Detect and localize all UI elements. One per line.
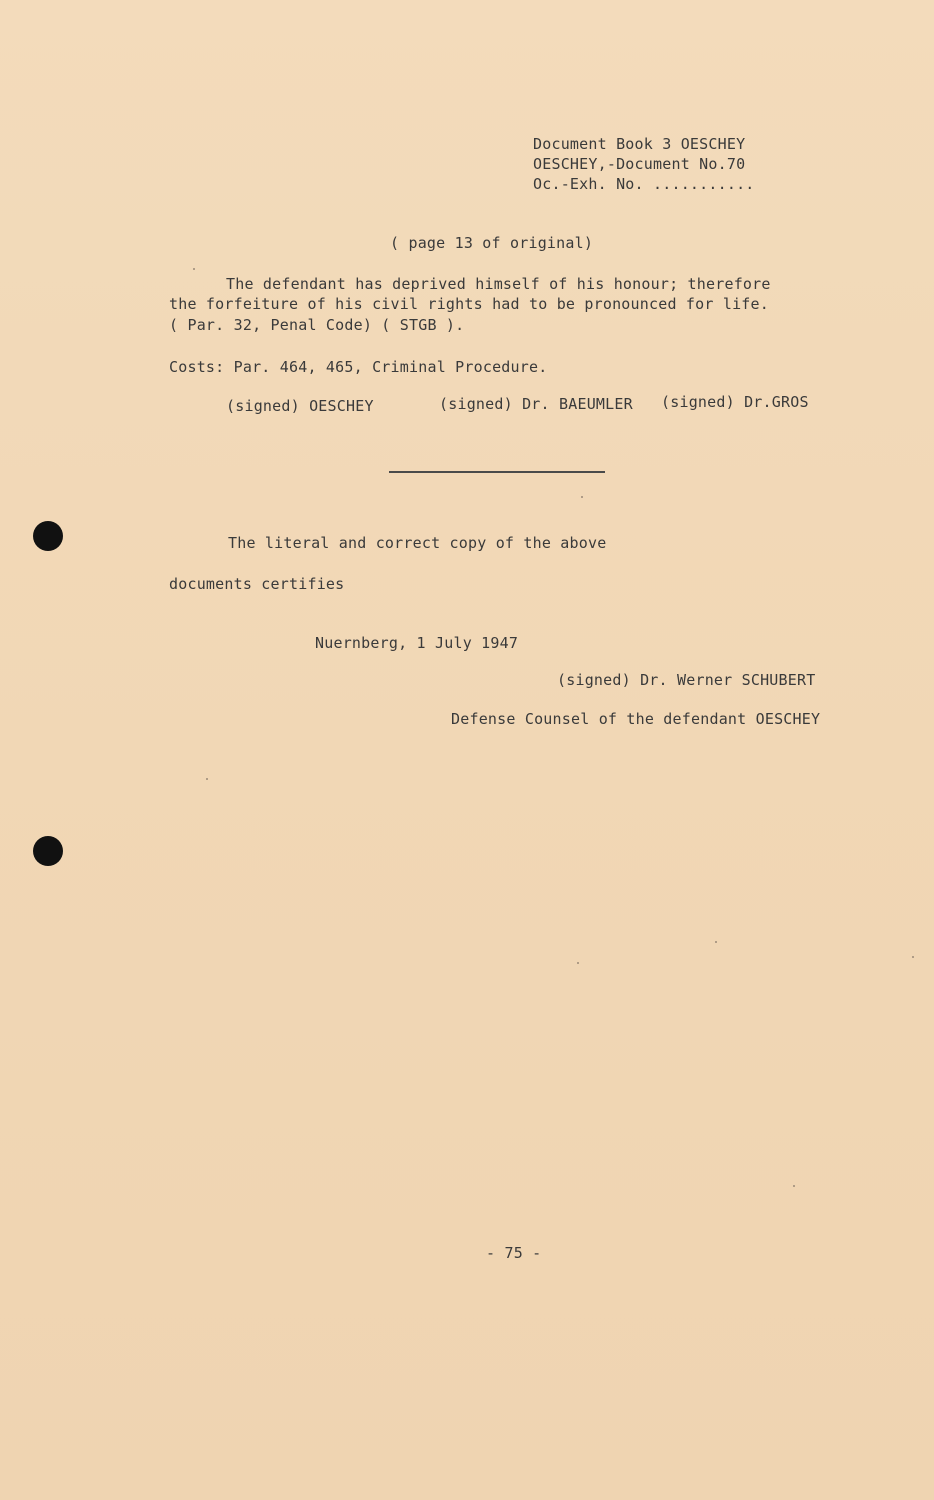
signed-schubert: (signed) Dr. Werner SCHUBERT [557, 671, 816, 689]
body-line-1: The defendant has deprived himself of his honour; therefore [226, 275, 771, 293]
divider-rule [389, 471, 605, 473]
page-reference: ( page 13 of original) [390, 234, 594, 252]
certification-line-1: The literal and correct copy of the above [228, 534, 607, 552]
paper-speck [577, 962, 579, 964]
body-line-2: the forfeiture of his civil rights had to be pronounced for life. [169, 295, 769, 313]
signature-baeumler: (signed) Dr. BAEUMLER [439, 395, 633, 413]
paper-speck [581, 496, 583, 498]
punch-hole-top [33, 521, 63, 551]
header-document-book: Document Book 3 OESCHEY [533, 135, 746, 153]
body-line-3: ( Par. 32, Penal Code) ( STGB ). [169, 316, 465, 334]
costs-line: Costs: Par. 464, 465, Criminal Procedure. [169, 358, 548, 376]
page-number: - 75 - [486, 1244, 542, 1262]
paper-speck [912, 956, 914, 958]
place-and-date: Nuernberg, 1 July 1947 [315, 634, 519, 652]
header-exhibit-number: Oc.-Exh. No. ........... [533, 175, 755, 193]
signature-gros: (signed) Dr.GROS [661, 393, 809, 411]
signature-oeschey: (signed) OESCHEY [226, 397, 374, 415]
punch-hole-bottom [33, 836, 63, 866]
header-document-number: OESCHEY,-Document No.70 [533, 155, 746, 173]
paper-speck [715, 941, 717, 943]
paper-speck [793, 1185, 795, 1187]
paper-speck [193, 268, 195, 270]
defense-counsel-title: Defense Counsel of the defendant OESCHEY [451, 710, 821, 728]
paper-speck [206, 778, 208, 780]
certification-line-2: documents certifies [169, 575, 345, 593]
